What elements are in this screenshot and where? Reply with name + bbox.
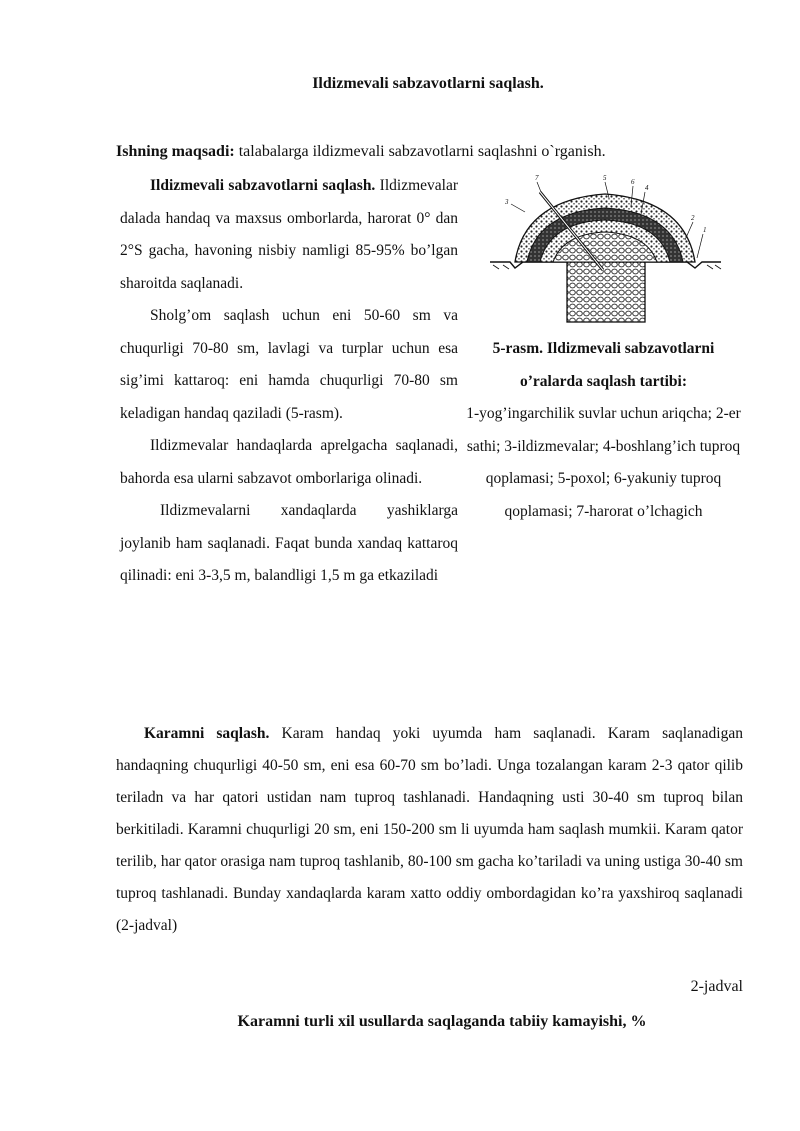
- caption-title: 5-rasm. Ildizmevali sabzavotlarni o’ralarda saqlash tartibi:: [492, 340, 715, 390]
- label-5: 5: [603, 174, 607, 182]
- label-6: 6: [631, 178, 635, 186]
- paragraph-4: Ildizmevalarni xandaqlarda yashiklarga joylanib ham saqlanadi. Faqat bunda xandaq kattaroq qilinadi: eni 3-3,5 m, balandligi 1,5 m ga etkaziladi: [120, 502, 458, 584]
- cabbage-text: Karam handaq yoki uyumda ham saqlanadi. Karam saqlanadigan handaqning chuqurligi 40-50 sm, eni esa 60-70 sm bo’ladi. Unga tozalangan karam 2-3 qator qilib teriladn va har qatori ustidan nam tuproq tashlanadi. Handaqning usti 30-40 sm tuproq bilan berkitiladi. Karamni chuqurligi 20 sm, eni 150-200 sm li uyumda ham saqlash mumkii. Karam qator terilib, har qator orasiga nam tuproq tashlanib, 80-100 sm gacha ko’tariladi va uning ustiga 30-40 sm tuproq tashlanadi. Bunday xandaqlarda karam xatto oddiy ombordagidan ko’ra yaxshiroq saqlanadi (2-jadval): [116, 725, 743, 934]
- cabbage-heading: Karamni saqlash.: [144, 725, 270, 742]
- page-title: Ildizmevali sabzavotlarni saqlash.: [312, 75, 544, 92]
- table-label: 2-jadval: [690, 978, 743, 995]
- label-2: 2: [691, 214, 695, 222]
- paragraph-1: [120, 170, 458, 300]
- figure-caption: [466, 333, 741, 528]
- cabbage-paragraph: [116, 718, 743, 942]
- paragraph-2: Sholg’om saqlash uchun eni 50-60 sm va chuqurligi 70-80 sm, lavlagi va turplar uchun esa sig’imi kattaroq: eni hamda chuqurligi 70-80 sm keladigan handaq qaziladi (5-rasm).: [120, 307, 458, 422]
- storage-pit-diagram: [485, 170, 725, 325]
- label-7: 7: [535, 174, 539, 182]
- table-title: Karamni turli xil usullarda saqlaganda tabiiy kamayishi, %: [237, 1013, 647, 1030]
- work-goal: [116, 143, 756, 161]
- label-1: 1: [703, 226, 707, 234]
- left-column: [120, 170, 458, 593]
- goal-label: Ishning maqsadi:: [116, 143, 235, 160]
- label-4: 4: [645, 184, 649, 192]
- paragraph-1-heading: Ildizmevali sabzavotlarni saqlash.: [150, 177, 376, 194]
- paragraph-3: Ildizmevalar handaqlarda aprelgacha saqlanadi, bahorda esa ularni sabzavot omborlariga olinadi.: [120, 437, 458, 487]
- root-pit: [567, 262, 645, 322]
- cabbage-section: [116, 718, 743, 942]
- caption-text: 1-yog’ingarchilik suvlar uchun ariqcha; 2-er sathi; 3-ildizmevalar; 4-boshlang’ich tuproq qoplamasi; 5-poxol; 6-yakuniy tuproq qoplamasi; 7-harorat o’lchagich: [466, 405, 741, 520]
- goal-text: talabalarga ildizmevali sabzavotlarni saqlashni o`rganish.: [234, 143, 606, 160]
- paragraph-1-text: Ildizmevalar dalada handaq va maxsus omborlarda, harorat 0° dan 2°S gacha, havoning nisbiy namligi 85-95% bo’lgan sharoitda saqlanadi.: [120, 177, 458, 292]
- storage-pit-figure: [485, 170, 725, 325]
- label-3: 3: [505, 198, 509, 206]
